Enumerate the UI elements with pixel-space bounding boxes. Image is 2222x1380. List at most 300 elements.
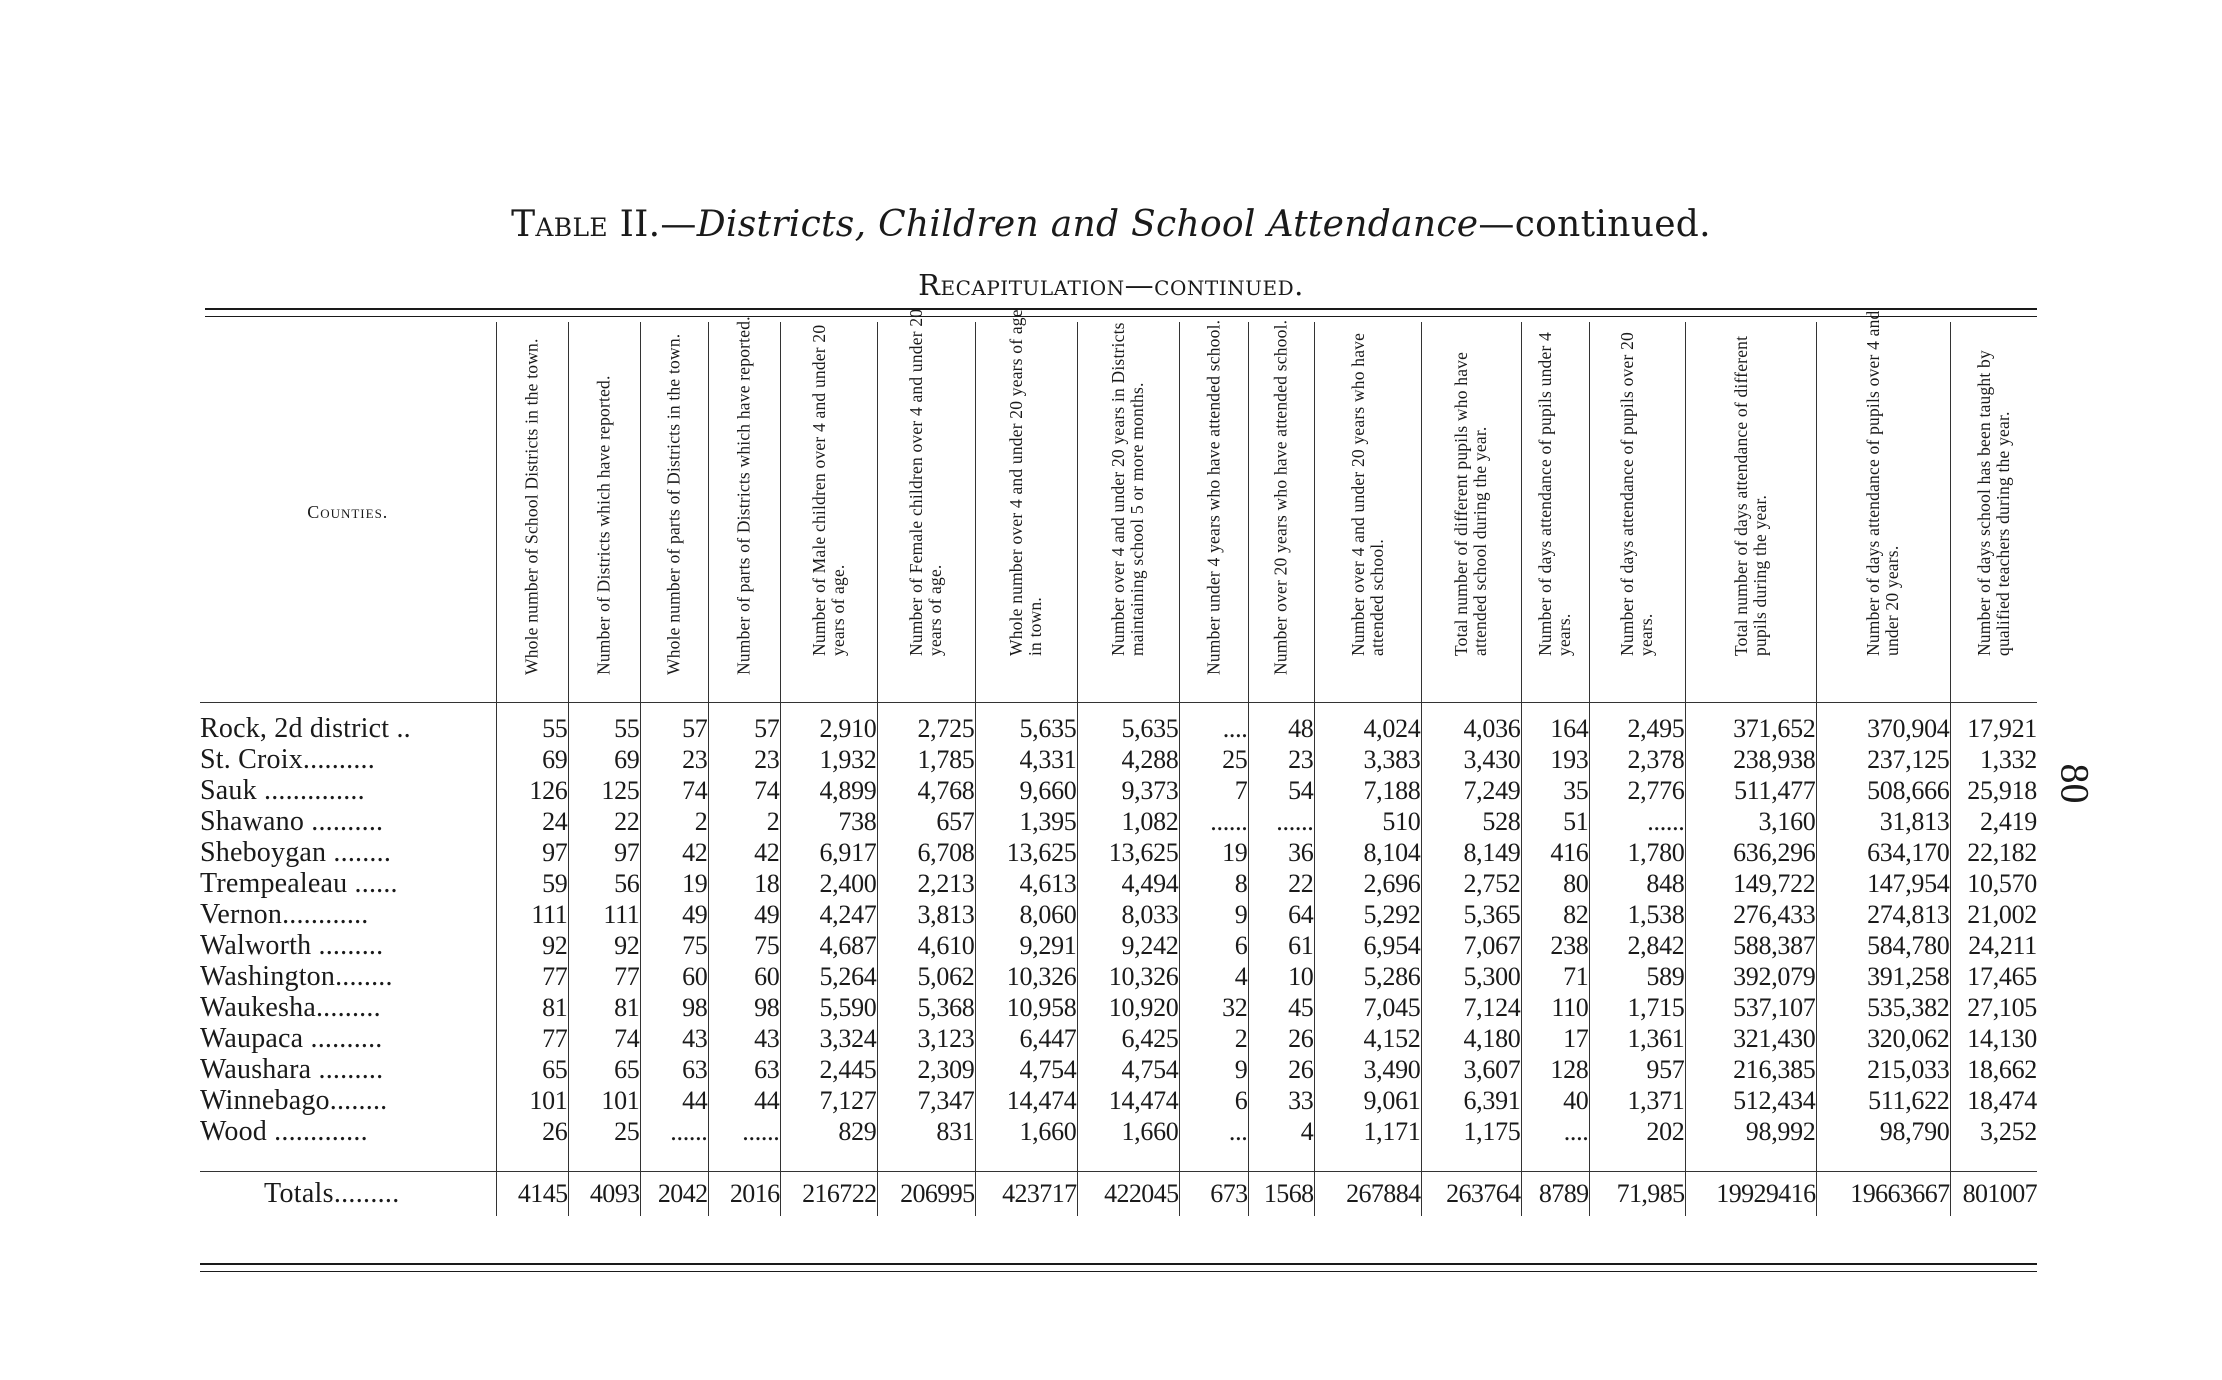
table-cell: 5,300 (1421, 961, 1521, 992)
table-cell: 60 (708, 961, 780, 992)
table-cell: 1,171 (1314, 1116, 1421, 1147)
table-row (200, 930, 2037, 961)
table-cell: 1,932 (780, 744, 877, 775)
table-cell: 5,286 (1314, 961, 1421, 992)
table-cell: 6,425 (1077, 1023, 1179, 1054)
table-cell: 98,992 (1685, 1116, 1816, 1147)
column-header-9 (1179, 319, 1248, 703)
table-cell: 510 (1314, 806, 1421, 837)
table-cell: 848 (1589, 868, 1685, 899)
totals-cell: 267884 (1314, 1172, 1421, 1217)
table-cell: 4,024 (1314, 713, 1421, 744)
totals-cell: 19663667 (1816, 1172, 1950, 1217)
table-row (200, 775, 2037, 806)
table-row (200, 1085, 2037, 1116)
county-name: Sheboygan ........ (200, 837, 392, 868)
spacer-cell (877, 703, 975, 714)
title-prefix: Table II.— (511, 204, 697, 245)
table-cell: 97 (496, 837, 568, 868)
table-cell: 77 (496, 1023, 568, 1054)
table-cell: 110 (1521, 992, 1589, 1023)
table-cell: 10,326 (975, 961, 1077, 992)
table-cell: 125 (568, 775, 640, 806)
table-cell: 7,127 (780, 1085, 877, 1116)
table-cell: 6,954 (1314, 930, 1421, 961)
county-name: Wood ............. (200, 1116, 368, 1147)
table-cell: 22,182 (1950, 837, 2037, 868)
table-cell: 3,252 (1950, 1116, 2037, 1147)
table-cell: 528 (1421, 806, 1521, 837)
column-header-4 (708, 316, 780, 703)
title-italic: Districts, Children and School Attendance (696, 204, 1479, 245)
table-cell: 2,842 (1589, 930, 1685, 961)
table-cell: 392,079 (1685, 961, 1816, 992)
spacer-cell (975, 1147, 1077, 1172)
spacer-cell (1589, 1147, 1685, 1172)
table-cell: 43 (708, 1023, 780, 1054)
county-name: Trempealeau ...... (200, 868, 398, 899)
table-cell: 18,662 (1950, 1054, 2037, 1085)
column-header-3 (640, 322, 708, 703)
column-header-16 (1816, 310, 1950, 703)
table-cell: 149,722 (1685, 868, 1816, 899)
table-cell: 1,780 (1589, 837, 1685, 868)
column-header-10 (1248, 319, 1314, 703)
table-cell: 831 (877, 1116, 975, 1147)
table-cell: 69 (568, 744, 640, 775)
county-name: Rock, 2d district .. (200, 713, 411, 744)
table-cell: 238 (1521, 930, 1589, 961)
table-cell: 74 (568, 1023, 640, 1054)
table-cell: 537,107 (1685, 992, 1816, 1023)
table-cell: 35 (1521, 775, 1589, 806)
table-cell: 75 (708, 930, 780, 961)
table-cell: 584,780 (1816, 930, 1950, 961)
table-cell: 7,347 (877, 1085, 975, 1116)
spacer-cell (1248, 703, 1314, 714)
table-cell: 4,288 (1077, 744, 1179, 775)
spacer-cell (1314, 1147, 1421, 1172)
table-cell: 8,033 (1077, 899, 1179, 930)
county-name: Walworth ......... (200, 930, 384, 961)
table-cell: 1,538 (1589, 899, 1685, 930)
table-cell: 5,292 (1314, 899, 1421, 930)
table-cell: 69 (496, 744, 568, 775)
table-cell: 4,754 (975, 1054, 1077, 1085)
table-cell: 31,813 (1816, 806, 1950, 837)
column-header-label: Total number of days attendance of different pupils during the year. (1730, 335, 1770, 656)
table-cell: 9,242 (1077, 930, 1179, 961)
county-name: Waukesha......... (200, 992, 381, 1023)
table-cell: 1,660 (975, 1116, 1077, 1147)
table-cell: 3,383 (1314, 744, 1421, 775)
table-cell: 26 (496, 1116, 568, 1147)
table-cell: 391,258 (1816, 961, 1950, 992)
table-cell: 32 (1179, 992, 1248, 1023)
statistics-table (200, 308, 2037, 1216)
table-cell: 5,590 (780, 992, 877, 1023)
table-cell: 51 (1521, 806, 1589, 837)
spacer-cell (1816, 703, 1950, 714)
table-cell: 657 (877, 806, 975, 837)
column-header-label: Number of days school has been taught by qualified teachers during the year. (1973, 350, 2013, 656)
table-cell: 1,332 (1950, 744, 2037, 775)
table-cell: 535,382 (1816, 992, 1950, 1023)
table-cell: 276,433 (1685, 899, 1816, 930)
table-cell: 14,474 (1077, 1085, 1179, 1116)
table-cell: 511,622 (1816, 1085, 1950, 1116)
spacer-cell (496, 1147, 568, 1172)
county-name: Washington........ (200, 961, 393, 992)
table-cell: 3,160 (1685, 806, 1816, 837)
totals-cell: 673 (1179, 1172, 1248, 1217)
table-cell: 589 (1589, 961, 1685, 992)
table-cell: 61 (1248, 930, 1314, 961)
table-cell: 6,917 (780, 837, 877, 868)
table-cell: 512,434 (1685, 1085, 1816, 1116)
spacer-cell (1521, 1147, 1589, 1172)
table-cell: 1,361 (1589, 1023, 1685, 1054)
table-cell: 1,785 (877, 744, 975, 775)
spacer-cell (1816, 1147, 1950, 1172)
table-cell: 10,920 (1077, 992, 1179, 1023)
column-header-1 (496, 322, 568, 703)
column-header-7 (975, 309, 1077, 703)
table-cell: 75 (640, 930, 708, 961)
table-cell: 98 (640, 992, 708, 1023)
table-cell: 634,170 (1816, 837, 1950, 868)
table-cell: 202 (1589, 1116, 1685, 1147)
table-cell: 5,635 (975, 713, 1077, 744)
table-cell: 23 (640, 744, 708, 775)
spacer-cell (1421, 703, 1521, 714)
table-cell: 10,570 (1950, 868, 2037, 899)
table-cell: ...... (1248, 806, 1314, 837)
table-cell: 71 (1521, 961, 1589, 992)
spacer-cell (568, 703, 640, 714)
table-cell: 2,445 (780, 1054, 877, 1085)
table-cell: 36 (1248, 837, 1314, 868)
table-cell: 81 (496, 992, 568, 1023)
spacer-cell (780, 703, 877, 714)
table-cell: 6,447 (975, 1023, 1077, 1054)
totals-label: Totals......... (264, 1178, 400, 1209)
table-cell: 9,373 (1077, 775, 1179, 806)
county-name: Shawano .......... (200, 806, 384, 837)
table-cell: 1,175 (1421, 1116, 1521, 1147)
totals-cell: 4093 (568, 1172, 640, 1217)
table-cell: 25 (1179, 744, 1248, 775)
totals-cell: 216722 (780, 1172, 877, 1217)
table-cell: 2,495 (1589, 713, 1685, 744)
table-cell: ... (1179, 1116, 1248, 1147)
table-cell: 74 (640, 775, 708, 806)
table-cell: 4,152 (1314, 1023, 1421, 1054)
table-cell: 13,625 (1077, 837, 1179, 868)
table-cell: ...... (708, 1116, 780, 1147)
table-cell: 2,725 (877, 713, 975, 744)
spacer-cell (1248, 1147, 1314, 1172)
table-cell: 23 (1248, 744, 1314, 775)
table-cell: 4 (1248, 1116, 1314, 1147)
table-cell: ...... (1179, 806, 1248, 837)
table-cell: 17,465 (1950, 961, 2037, 992)
table-cell: 238,938 (1685, 744, 1816, 775)
table-cell: 42 (708, 837, 780, 868)
table-cell: 2 (1179, 1023, 1248, 1054)
table-cell: 44 (640, 1085, 708, 1116)
column-header-12 (1421, 322, 1521, 703)
totals-cell: 2016 (708, 1172, 780, 1217)
table-cell: 27,105 (1950, 992, 2037, 1023)
table-cell: 92 (568, 930, 640, 961)
table-cell: 7,067 (1421, 930, 1521, 961)
table-cell: 111 (568, 899, 640, 930)
spacer-cell (975, 703, 1077, 714)
table-cell: 10,326 (1077, 961, 1179, 992)
spacer-cell (640, 1147, 708, 1172)
table-cell: 371,652 (1685, 713, 1816, 744)
table-cell: 588,387 (1685, 930, 1816, 961)
column-header-14 (1589, 322, 1685, 703)
table-cell: 82 (1521, 899, 1589, 930)
table-cell: 54 (1248, 775, 1314, 806)
table-cell: 98,790 (1816, 1116, 1950, 1147)
spacer-cell (1685, 703, 1816, 714)
table-cell: 60 (640, 961, 708, 992)
table-cell: 8,104 (1314, 837, 1421, 868)
spacer-cell (708, 1147, 780, 1172)
table-row (200, 868, 2037, 899)
table-cell: 26 (1248, 1054, 1314, 1085)
county-name: Sauk .............. (200, 775, 365, 806)
spacer-cell (1077, 703, 1179, 714)
county-name: Winnebago........ (200, 1085, 388, 1116)
table-cell: 1,660 (1077, 1116, 1179, 1147)
totals-cell: 19929416 (1685, 1172, 1816, 1217)
table-cell: 4,180 (1421, 1023, 1521, 1054)
table-cell: 237,125 (1816, 744, 1950, 775)
table-cell: 111 (496, 899, 568, 930)
table-cell: 43 (640, 1023, 708, 1054)
table-cell: 25,918 (1950, 775, 2037, 806)
table-cell: 2,910 (780, 713, 877, 744)
table-cell: 97 (568, 837, 640, 868)
table-cell: 63 (640, 1054, 708, 1085)
table-cell: 8 (1179, 868, 1248, 899)
table-cell: 21,002 (1950, 899, 2037, 930)
table-cell: .... (1521, 1116, 1589, 1147)
table-cell: 74 (708, 775, 780, 806)
table-cell: 7,188 (1314, 775, 1421, 806)
table-row (200, 1054, 2037, 1085)
table-cell: 48 (1248, 713, 1314, 744)
table-row (200, 899, 2037, 930)
table-cell: 77 (568, 961, 640, 992)
table-cell: 22 (568, 806, 640, 837)
table-cell: 4,610 (877, 930, 975, 961)
table-cell: 193 (1521, 744, 1589, 775)
bottom-rule-1 (200, 1263, 2037, 1265)
table-cell: 40 (1521, 1085, 1589, 1116)
column-header-label: Number of Male children over 4 and under 20 years of age. (808, 324, 848, 656)
table-cell: 3,813 (877, 899, 975, 930)
spacer-cell (1421, 1147, 1521, 1172)
table-cell: 13,625 (975, 837, 1077, 868)
table-cell: 9 (1179, 899, 1248, 930)
column-header-label: Number over 20 years who have attended school. (1270, 319, 1291, 675)
table-row (200, 1116, 2037, 1147)
spacer-cell (1179, 703, 1248, 714)
table-cell: 6 (1179, 930, 1248, 961)
table-cell: 829 (780, 1116, 877, 1147)
totals-cell: 422045 (1077, 1172, 1179, 1217)
table-cell: 19 (1179, 837, 1248, 868)
table-cell: 6,391 (1421, 1085, 1521, 1116)
table-cell: 2,752 (1421, 868, 1521, 899)
page-number: 80 (2052, 763, 2098, 804)
spacer-cell (780, 1147, 877, 1172)
table-cell: 9,291 (975, 930, 1077, 961)
spacer-cell (1179, 1147, 1248, 1172)
table-cell: 5,635 (1077, 713, 1179, 744)
column-header-2 (568, 322, 640, 703)
table-cell: 2 (708, 806, 780, 837)
table-cell: 2,213 (877, 868, 975, 899)
table-cell: 321,430 (1685, 1023, 1816, 1054)
county-name: Vernon............ (200, 899, 369, 930)
column-header-label: Whole number of School Districts in the town. (521, 338, 542, 675)
table-cell: 3,607 (1421, 1054, 1521, 1085)
table-cell: 4,036 (1421, 713, 1521, 744)
spacer-cell (1077, 1147, 1179, 1172)
table-cell: 511,477 (1685, 775, 1816, 806)
column-header-5 (780, 322, 877, 703)
table-cell: 63 (708, 1054, 780, 1085)
column-header-15 (1685, 322, 1816, 703)
table-cell: 65 (568, 1054, 640, 1085)
spacer-cell (708, 703, 780, 714)
table-cell: 101 (568, 1085, 640, 1116)
table-cell: 7 (1179, 775, 1248, 806)
table-cell: 49 (640, 899, 708, 930)
table-cell: 24,211 (1950, 930, 2037, 961)
table-cell: 508,666 (1816, 775, 1950, 806)
column-header-13 (1521, 322, 1589, 703)
county-name: Waupaca .......... (200, 1023, 383, 1054)
totals-cell: 2042 (640, 1172, 708, 1217)
table-cell: 4,754 (1077, 1054, 1179, 1085)
table-cell: 64 (1248, 899, 1314, 930)
table-cell: 24 (496, 806, 568, 837)
table-cell: 274,813 (1816, 899, 1950, 930)
table-cell: 6 (1179, 1085, 1248, 1116)
table-cell: 8,060 (975, 899, 1077, 930)
table-row (200, 806, 2037, 837)
table-cell: 4,768 (877, 775, 975, 806)
column-header-label: Number over 4 and under 20 years who have attended school. (1347, 332, 1387, 656)
table-cell: 9,660 (975, 775, 1077, 806)
table-cell: 101 (496, 1085, 568, 1116)
spacer-row (200, 703, 2037, 714)
column-header-label: Total number of different pupils who have attended school during the year. (1451, 351, 1490, 656)
table-cell: 4,494 (1077, 868, 1179, 899)
county-name: Waushara ......... (200, 1054, 384, 1085)
table-cell: 164 (1521, 713, 1589, 744)
column-header-label: Number of days attendance of pupils under 4 years. (1535, 332, 1574, 656)
table-cell: 4 (1179, 961, 1248, 992)
table-cell: 2,419 (1950, 806, 2037, 837)
table-cell: 5,368 (877, 992, 975, 1023)
column-header-label: Whole number over 4 and under 20 years of age in town. (1006, 309, 1045, 656)
table-cell: 2,309 (877, 1054, 975, 1085)
bottom-rule-2 (200, 1271, 2037, 1272)
column-header-label: Number of days attendance of pupils over 4 and under 20 years. (1863, 310, 1902, 656)
column-header-label: Whole number of parts of Districts in the town. (663, 333, 684, 675)
table-cell: 98 (708, 992, 780, 1023)
counties-header (200, 322, 496, 703)
gap-row (200, 1147, 2037, 1172)
spacer-cell (1685, 1147, 1816, 1172)
table-cell: 3,490 (1314, 1054, 1421, 1085)
table-cell: 22 (1248, 868, 1314, 899)
table-cell: 56 (568, 868, 640, 899)
table-cell: 6,708 (877, 837, 975, 868)
column-header-label: Number over 4 and under 20 years in Districts maintaining school 5 or more months. (1108, 322, 1147, 656)
table-cell: 147,954 (1816, 868, 1950, 899)
column-header-label: Number of days attendance of pupils over 20 years. (1617, 332, 1656, 656)
spacer-cell (1950, 1147, 2037, 1172)
spacer-cell (877, 1147, 975, 1172)
table-cell: 65 (496, 1054, 568, 1085)
header-row (200, 322, 2037, 703)
table-cell: 738 (780, 806, 877, 837)
table-cell: 19 (640, 868, 708, 899)
table-body (200, 703, 2037, 1217)
table-cell: ...... (1589, 806, 1685, 837)
column-header-label: Number under 4 years who have attended school. (1203, 319, 1223, 675)
spacer-cell (496, 703, 568, 714)
table-cell: 44 (708, 1085, 780, 1116)
table-cell: 215,033 (1816, 1054, 1950, 1085)
table-cell: 45 (1248, 992, 1314, 1023)
table-cell: 26 (1248, 1023, 1314, 1054)
table-cell: 77 (496, 961, 568, 992)
column-header-11 (1314, 322, 1421, 703)
table-cell: 3,430 (1421, 744, 1521, 775)
table-cell: 42 (640, 837, 708, 868)
table-cell: 49 (708, 899, 780, 930)
table-cell: 14,130 (1950, 1023, 2037, 1054)
totals-cell: 71,985 (1589, 1172, 1685, 1217)
table-cell: 7,249 (1421, 775, 1521, 806)
totals-cell: 8789 (1521, 1172, 1589, 1217)
spacer-cell (640, 703, 708, 714)
table-cell: 4,613 (975, 868, 1077, 899)
table-cell: 416 (1521, 837, 1589, 868)
column-header-label: Number of parts of Districts which have reported. (733, 316, 754, 675)
table-cell: 17,921 (1950, 713, 2037, 744)
table-row (200, 837, 2037, 868)
table-cell: 23 (708, 744, 780, 775)
table-cell: 59 (496, 868, 568, 899)
county-name: St. Croix.......... (200, 744, 375, 775)
table-cell: 4,899 (780, 775, 877, 806)
table-cell: 57 (708, 713, 780, 744)
table-cell: 2 (640, 806, 708, 837)
table-cell: 9,061 (1314, 1085, 1421, 1116)
table-cell: 5,365 (1421, 899, 1521, 930)
